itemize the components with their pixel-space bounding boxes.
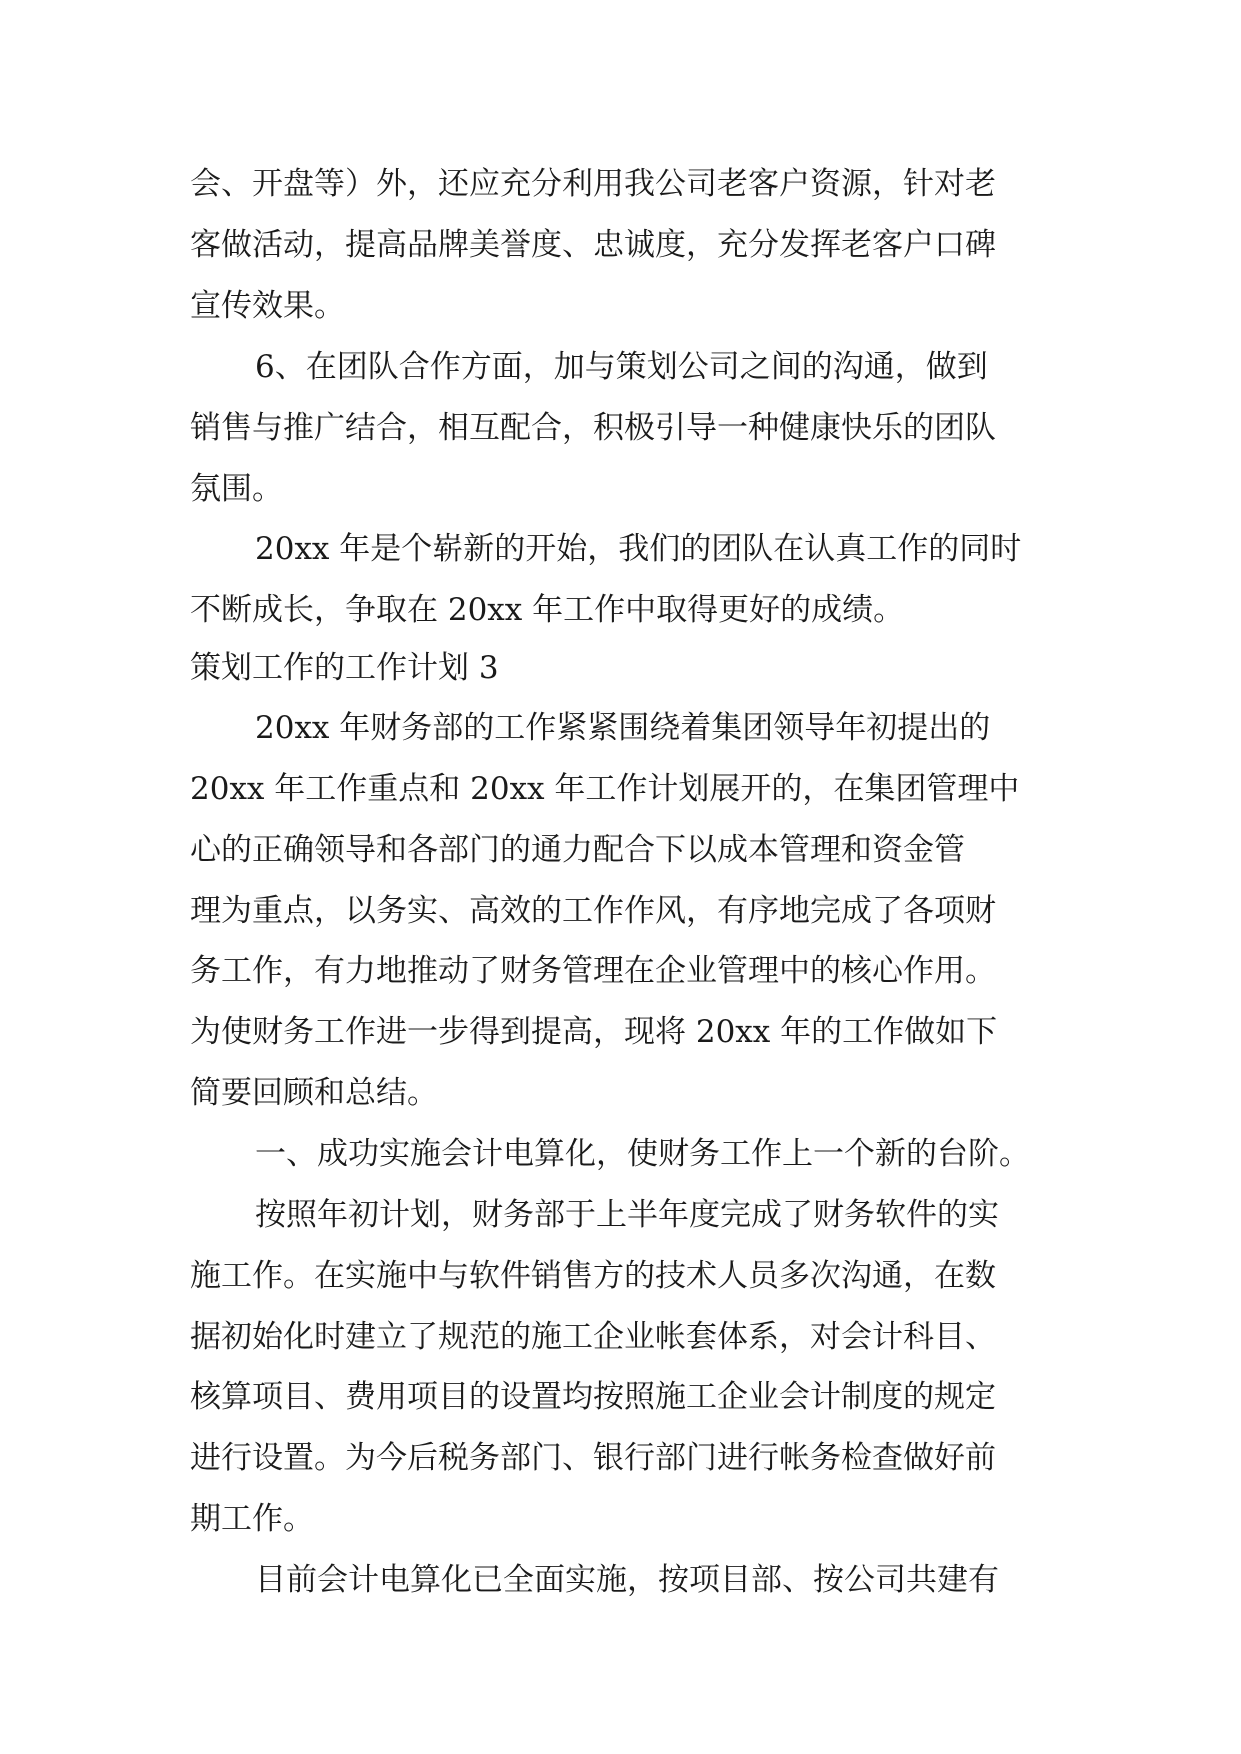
text-line: 目前会计电算化已全面实施，按项目部、按公司共建有 bbox=[255, 1562, 999, 1598]
text-line: 客做活动，提高品牌美誉度、忠诚度，充分发挥老客户口碑 bbox=[190, 227, 996, 263]
text-line: 据初始化时建立了规范的施工企业帐套体系，对会计科目、 bbox=[190, 1319, 996, 1355]
text-line: 6、在团队合作方面，加与策划公司之间的沟通，做到 bbox=[255, 349, 988, 385]
text-line: 会、开盘等）外，还应充分利用我公司老客户资源，针对老 bbox=[190, 166, 996, 202]
text-line: 务工作，有力地推动了财务管理在企业管理中的核心作用。 bbox=[190, 953, 996, 989]
text-line: 销售与推广结合，相互配合，积极引导一种健康快乐的团队 bbox=[190, 410, 996, 446]
text-line: 心的正确领导和各部门的通力配合下以成本管理和资金管 bbox=[190, 832, 965, 868]
text-line: 为使财务工作进一步得到提高，现将 20xx 年的工作做如下 bbox=[190, 1014, 998, 1050]
text-line: 一、成功实施会计电算化，使财务工作上一个新的台阶。 bbox=[255, 1136, 1030, 1172]
text-line: 施工作。在实施中与软件销售方的技术人员多次沟通，在数 bbox=[190, 1258, 996, 1294]
text-line: 按照年初计划，财务部于上半年度完成了财务软件的实 bbox=[255, 1197, 999, 1233]
text-line: 20xx 年财务部的工作紧紧围绕着集团领导年初提出的 bbox=[255, 710, 991, 746]
section-heading: 策划工作的工作计划 3 bbox=[190, 650, 499, 686]
text-line: 20xx 年工作重点和 20xx 年工作计划展开的，在集团管理中 bbox=[190, 771, 1020, 807]
text-line: 核算项目、费用项目的设置均按照施工企业会计制度的规定 bbox=[190, 1379, 996, 1415]
text-line: 理为重点，以务实、高效的工作作风，有序地完成了各项财 bbox=[190, 893, 996, 929]
text-line: 简要回顾和总结。 bbox=[190, 1075, 438, 1111]
text-line: 不断成长，争取在 20xx 年工作中取得更好的成绩。 bbox=[190, 592, 905, 628]
text-line: 宣传效果。 bbox=[190, 288, 345, 324]
text-line: 氛围。 bbox=[190, 471, 283, 507]
text-line: 进行设置。为今后税务部门、银行部门进行帐务检查做好前 bbox=[190, 1440, 996, 1476]
text-line: 20xx 年是个崭新的开始，我们的团队在认真工作的同时 bbox=[255, 531, 1022, 567]
text-line: 期工作。 bbox=[190, 1501, 314, 1537]
